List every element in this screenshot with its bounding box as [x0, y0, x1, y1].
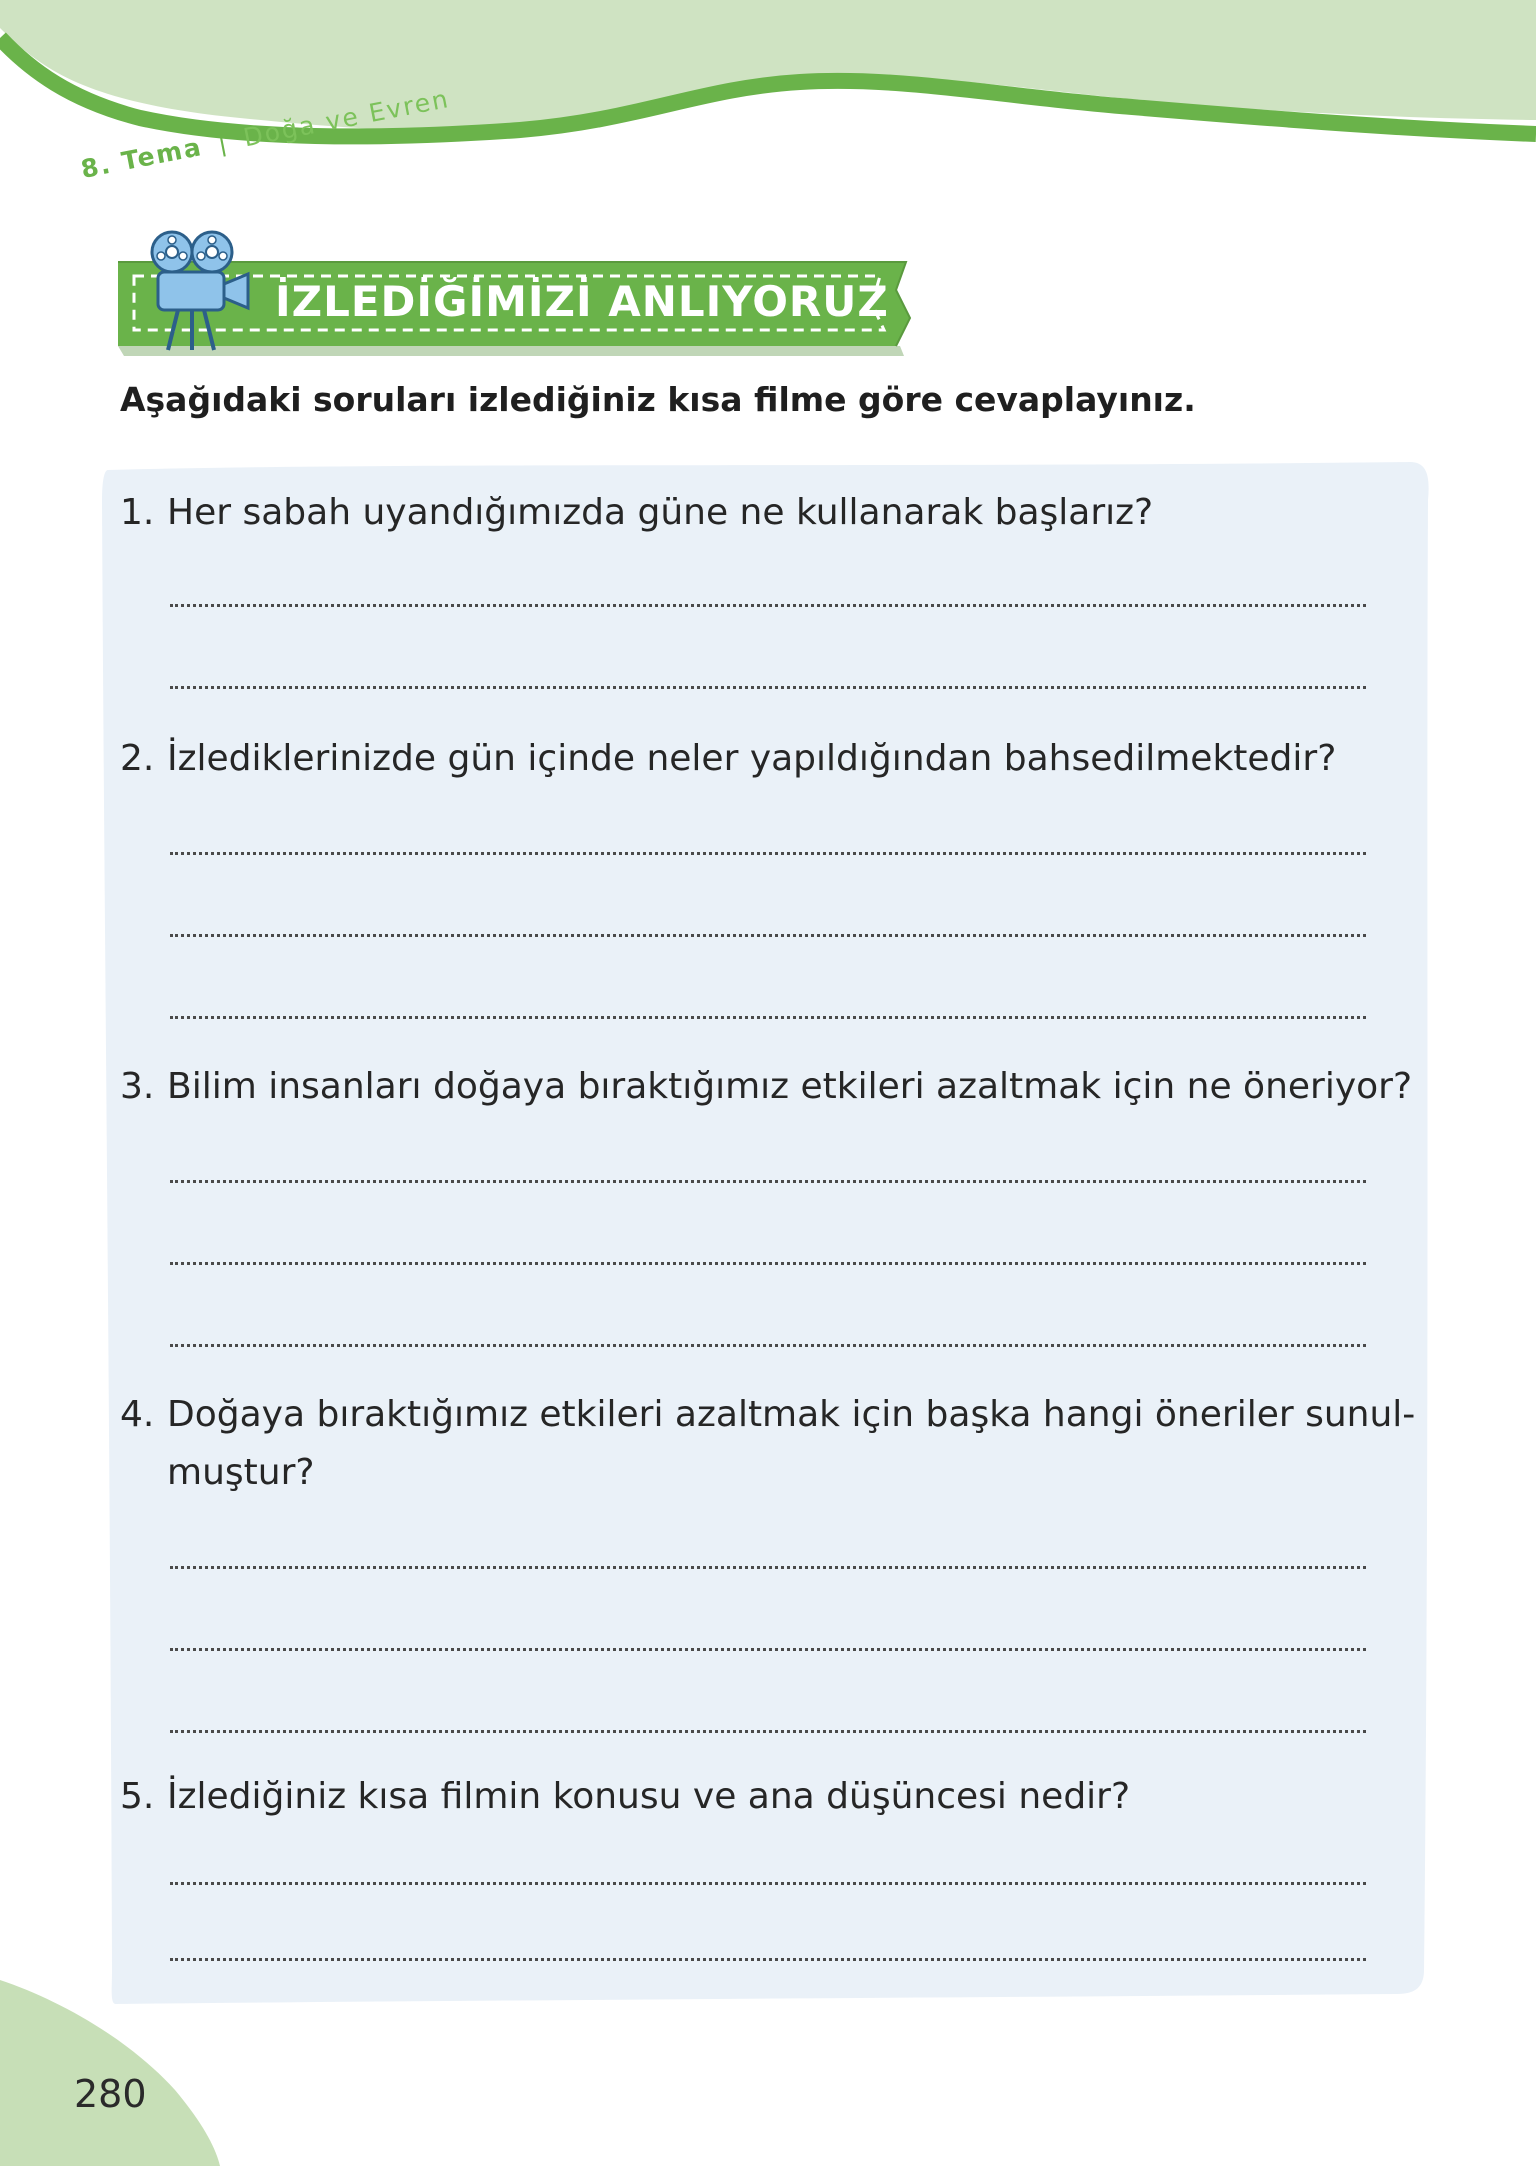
answer-line[interactable] — [170, 852, 1366, 855]
question-number: 4. — [120, 1394, 155, 1435]
theme-separator: | — [215, 126, 231, 158]
question-text: Bilim insanları doğaya bıraktığımız etkileri azaltmak için ne öneriyor? — [167, 1066, 1413, 1107]
question-3 — [120, 1058, 1412, 1116]
question-1 — [120, 484, 1153, 542]
question-number: 5. — [120, 1776, 155, 1817]
question-number: 1. — [120, 492, 155, 533]
answer-line[interactable] — [170, 686, 1366, 689]
question-text: İzlediklerinizde gün içinde neler yapıldığından bahsedilmektedir? — [167, 738, 1337, 779]
question-2 — [120, 730, 1336, 788]
answer-line[interactable] — [170, 1648, 1366, 1651]
page-number: 280 — [74, 2072, 147, 2116]
question-text: Her sabah uyandığımızda güne ne kullanarak başlarız? — [167, 492, 1154, 533]
answer-line[interactable] — [170, 1016, 1366, 1019]
answer-line[interactable] — [170, 1730, 1366, 1733]
question-number: 3. — [120, 1066, 155, 1107]
question-4 — [120, 1386, 1415, 1502]
answer-line[interactable] — [170, 1344, 1366, 1347]
answer-line[interactable] — [170, 1566, 1366, 1569]
question-text: İzlediğiniz kısa filmin konusu ve ana düşüncesi nedir? — [167, 1776, 1131, 1817]
answer-line[interactable] — [170, 1262, 1366, 1265]
answer-line[interactable] — [170, 1882, 1366, 1885]
question-text: Doğaya bıraktığımız etkileri azaltmak için başka hangi öneriler sunul- — [167, 1394, 1416, 1435]
theme-number: 8. Tema — [78, 132, 205, 184]
theme-name: Doğa ve Evren — [240, 83, 453, 153]
answer-line[interactable] — [170, 934, 1366, 937]
header-wave — [0, 0, 1536, 131]
answer-line[interactable] — [170, 1180, 1366, 1183]
answer-line[interactable] — [170, 1958, 1366, 1961]
instructions-text: Aşağıdaki soruları izlediğiniz kısa filme göre cevaplayınız. — [120, 380, 1196, 419]
answer-line[interactable] — [170, 604, 1366, 607]
question-text-continued: muştur? — [167, 1452, 315, 1493]
question-5 — [120, 1768, 1130, 1826]
question-number: 2. — [120, 738, 155, 779]
section-title: İZLEDİĞİMİZİ ANLIYORUZ — [275, 277, 889, 326]
film-camera-icon — [148, 228, 258, 353]
